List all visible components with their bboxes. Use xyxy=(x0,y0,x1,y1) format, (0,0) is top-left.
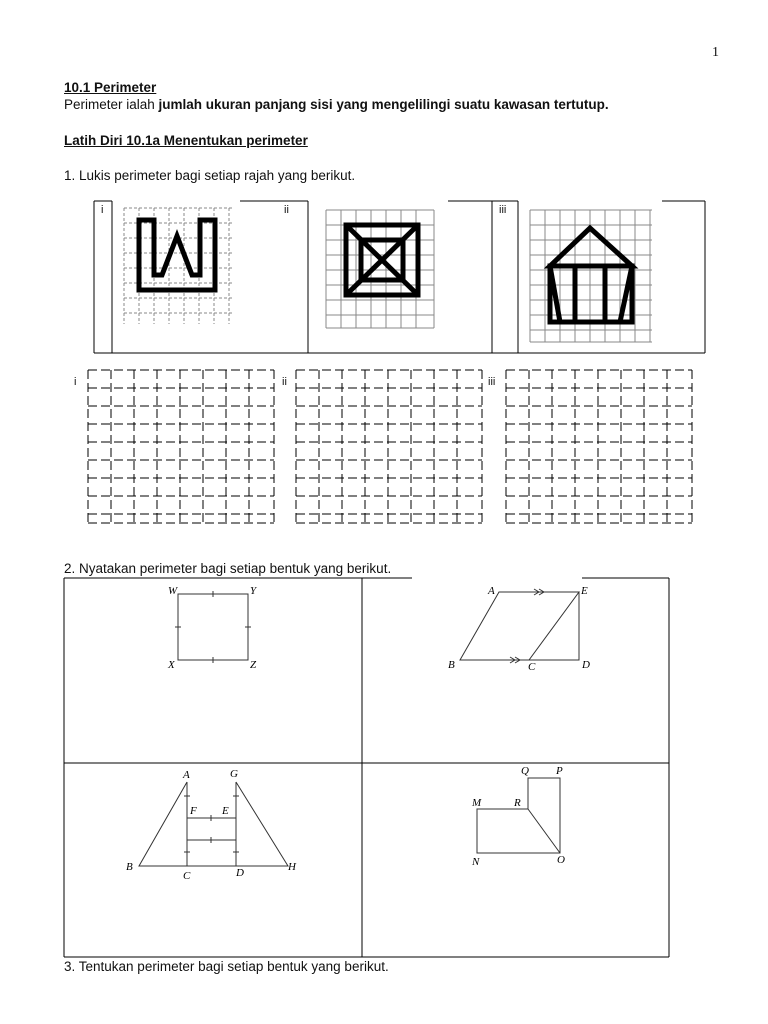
exercise-title: Latih Diri 10.1a Menentukan perimeter xyxy=(64,133,308,148)
label-a: A xyxy=(183,769,190,781)
figure-label-i: i xyxy=(101,204,104,216)
answer-grid-ii xyxy=(296,370,482,523)
label-c: C xyxy=(528,661,536,673)
label-p: P xyxy=(556,765,563,777)
shape-square xyxy=(160,582,270,674)
label-d: D xyxy=(582,659,590,671)
label-f: F xyxy=(190,805,197,817)
definition-prefix: Perimeter ialah xyxy=(64,97,159,112)
answer-label-iii: iii xyxy=(488,376,496,388)
label-r: R xyxy=(514,797,521,809)
answer-label-ii: ii xyxy=(282,376,287,388)
label-m: M xyxy=(472,797,482,809)
shape-l-composite xyxy=(466,762,586,870)
figure-label-ii: ii xyxy=(284,204,289,216)
label-o: O xyxy=(557,854,565,866)
question-2-text: 2. Nyatakan perimeter bagi setiap bentuk yang berikut. xyxy=(64,561,392,576)
label-d: D xyxy=(236,867,244,879)
label-x: X xyxy=(168,659,175,671)
label-e: E xyxy=(581,585,588,597)
label-n: N xyxy=(472,856,480,868)
label-b: B xyxy=(126,861,133,873)
answer-grid-i xyxy=(88,370,274,523)
label-w: W xyxy=(168,585,178,597)
answer-label-i: i xyxy=(74,376,77,388)
question-3-text: 3. Tentukan perimeter bagi setiap bentuk yang berikut. xyxy=(64,959,389,974)
label-h: H xyxy=(288,861,296,873)
label-a: A xyxy=(488,585,495,597)
answer-grid-lines xyxy=(0,360,768,530)
shape-trapezoid-composite xyxy=(122,766,304,884)
label-g: G xyxy=(230,768,238,780)
section-title: 10.1 Perimeter xyxy=(64,80,157,95)
definition-bold: jumlah ukuran panjang sisi yang mengelilingi suatu kawasan tertutup. xyxy=(158,97,609,112)
label-b: B xyxy=(448,659,455,671)
label-z: Z xyxy=(250,659,257,671)
label-e: E xyxy=(222,805,229,817)
label-y: Y xyxy=(250,585,257,597)
figure-i-shape xyxy=(139,220,215,290)
figure-i-grid xyxy=(120,204,236,328)
answer-grid-iii xyxy=(506,370,692,523)
question-1-text: 1. Lukis perimeter bagi setiap rajah yang berikut. xyxy=(64,168,356,183)
figure-ii-grid xyxy=(322,206,438,332)
label-c: C xyxy=(183,870,191,882)
figure-label-iii: iii xyxy=(499,204,507,216)
figure-iii-grid xyxy=(526,206,656,346)
shape-parallelogram xyxy=(440,580,600,674)
label-q: Q xyxy=(521,765,529,777)
page-number: 1 xyxy=(712,45,719,60)
question-2-table xyxy=(0,570,768,965)
